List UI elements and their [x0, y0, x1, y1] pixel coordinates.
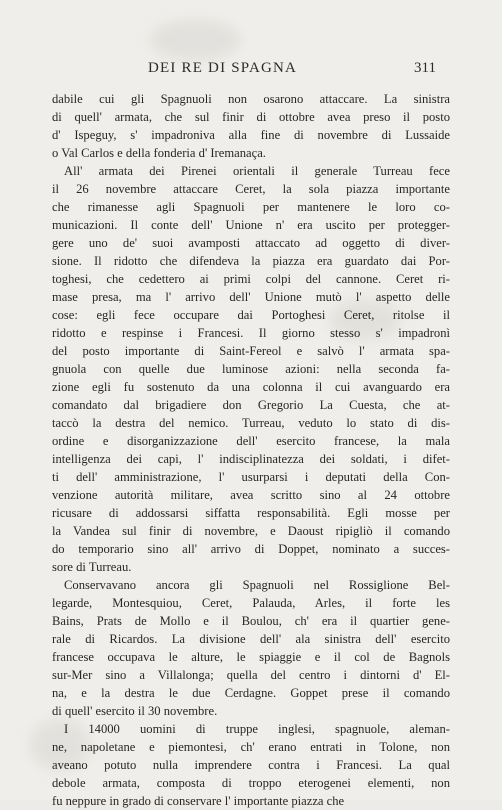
- text-line: dabile cui gli Spagnuoli non osarono attaccare. La sinistra: [52, 92, 450, 106]
- text-line: na, e la destra le due Cerdagne. Goppet prese il comando: [52, 686, 450, 700]
- text-line: Bains, Prats de Mollo e il Boulou, ch' era il quartier gene-: [52, 614, 450, 628]
- text-line: taccò la destra del nemico. Turreau, veduto lo stato di dis-: [52, 416, 450, 430]
- text-line: rale di Ricardos. La divisione dell' ala sinistra dell' esercito: [52, 632, 450, 646]
- text-line: che rimanesse agli Spagnuoli per mantenere le loro co-: [52, 200, 450, 214]
- text-line: gere uno de' suoi avamposti attaccato ad oggetto di diver-: [52, 236, 450, 250]
- paragraph: [52, 162, 450, 576]
- text-line: toghesi, che cedettero ai primi colpi del cannone. Ceret ri-: [52, 272, 450, 286]
- text-line: o Val Carlos e della fonderia d' Iremanaça.: [52, 146, 266, 160]
- page-header: [0, 60, 502, 82]
- paper-stain: [150, 20, 240, 60]
- text-line: fu neppure in grado di conservare l' importante piazza che: [52, 794, 345, 808]
- text-line: do temporario sino all' arrivo di Doppet, nominato a succes-: [52, 542, 450, 556]
- text-line: I 14000 uomini di truppe inglesi, spagnuole, aleman-: [64, 722, 450, 736]
- page-number: 311: [414, 60, 436, 76]
- paragraph: [52, 576, 450, 720]
- text-line: gnuola con quelle due luminose azioni: nella seconda fa-: [52, 362, 450, 376]
- text-line: di quell' esercito il 30 novembre.: [52, 704, 218, 718]
- text-line: ti dell' amministrazione, l' usurparsi i deputati della Con-: [52, 470, 450, 484]
- text-line: ridotto e respinse i Francesi. Il giorno stesso s' impadronì: [52, 326, 450, 340]
- text-line: il 26 novembre attaccare Ceret, la sola piazza importante: [52, 182, 450, 196]
- text-line: la Vandea sul finir di novembre, e Daoust ripigliò il comando: [52, 524, 450, 538]
- text-line: ricusare di addossarsi siffatta responsabilità. Egli mosse per: [52, 506, 450, 520]
- text-line: mase presa, ma l' arrivo dell' Unione mutò l' aspetto delle: [52, 290, 450, 304]
- text-line: debole armata, composta di troppo eterogenei elementi, non: [52, 776, 450, 790]
- text-line: di quell' armata, che sul finir di ottobre avea preso il posto: [52, 110, 450, 124]
- text-line: ne, napoletane e piemontesi, ch' erano entrati in Tolone, non: [52, 740, 450, 754]
- running-title: DEI RE DI SPAGNA: [148, 60, 298, 76]
- text-line: All' armata dei Pirenei orientali il generale Turreau fece: [64, 164, 450, 178]
- text-line: municazioni. Il conte dell' Unione n' era uscito per protegger-: [52, 218, 450, 232]
- paragraph: [52, 90, 450, 162]
- text-line: francese occupava le alture, le spiaggie e il col de Bagnols: [52, 650, 450, 664]
- text-line: d' Ispeguy, s' impadroniva alla fine di novembre di Lussaide: [52, 128, 450, 142]
- text-line: aveano potuto nulla imprendere contra i Francesi. La qual: [52, 758, 450, 772]
- text-line: venzione autorità militare, avea scritto sino al 24 ottobre: [52, 488, 450, 502]
- text-line: comandato dal brigadiere don Gregorio La Cuesta, che at-: [52, 398, 450, 412]
- text-line: sur-Mer sino a Villalonga; quella del centro i dintorni d' El-: [52, 668, 450, 682]
- text-line: sore di Turreau.: [52, 560, 132, 574]
- text-line: legarde, Montesquiou, Ceret, Palauda, Arles, il forte les: [52, 596, 450, 610]
- text-line: intelligenza dei capi, l' indisciplinatezza dei soldati, i difet-: [52, 452, 450, 466]
- text-line: del posto importante di Saint-Fereol e salvò l' armata spa-: [52, 344, 450, 358]
- text-line: Conservavano ancora gli Spagnuoli nel Rossiglione Bel-: [64, 578, 450, 592]
- body-text: [52, 90, 450, 810]
- text-line: ordine e disorganizzazione dell' esercito francese, la mala: [52, 434, 450, 448]
- text-line: zione egli fu sostenuto da una colonna il cui avanguardo era: [52, 380, 450, 394]
- paragraph: [52, 720, 450, 810]
- text-line: cose: egli fece occupare dai Portoghesi Ceret, ritolse il: [52, 308, 450, 322]
- text-line: sione. Il ridotto che difendeva la piazza era guardato dai Por-: [52, 254, 450, 268]
